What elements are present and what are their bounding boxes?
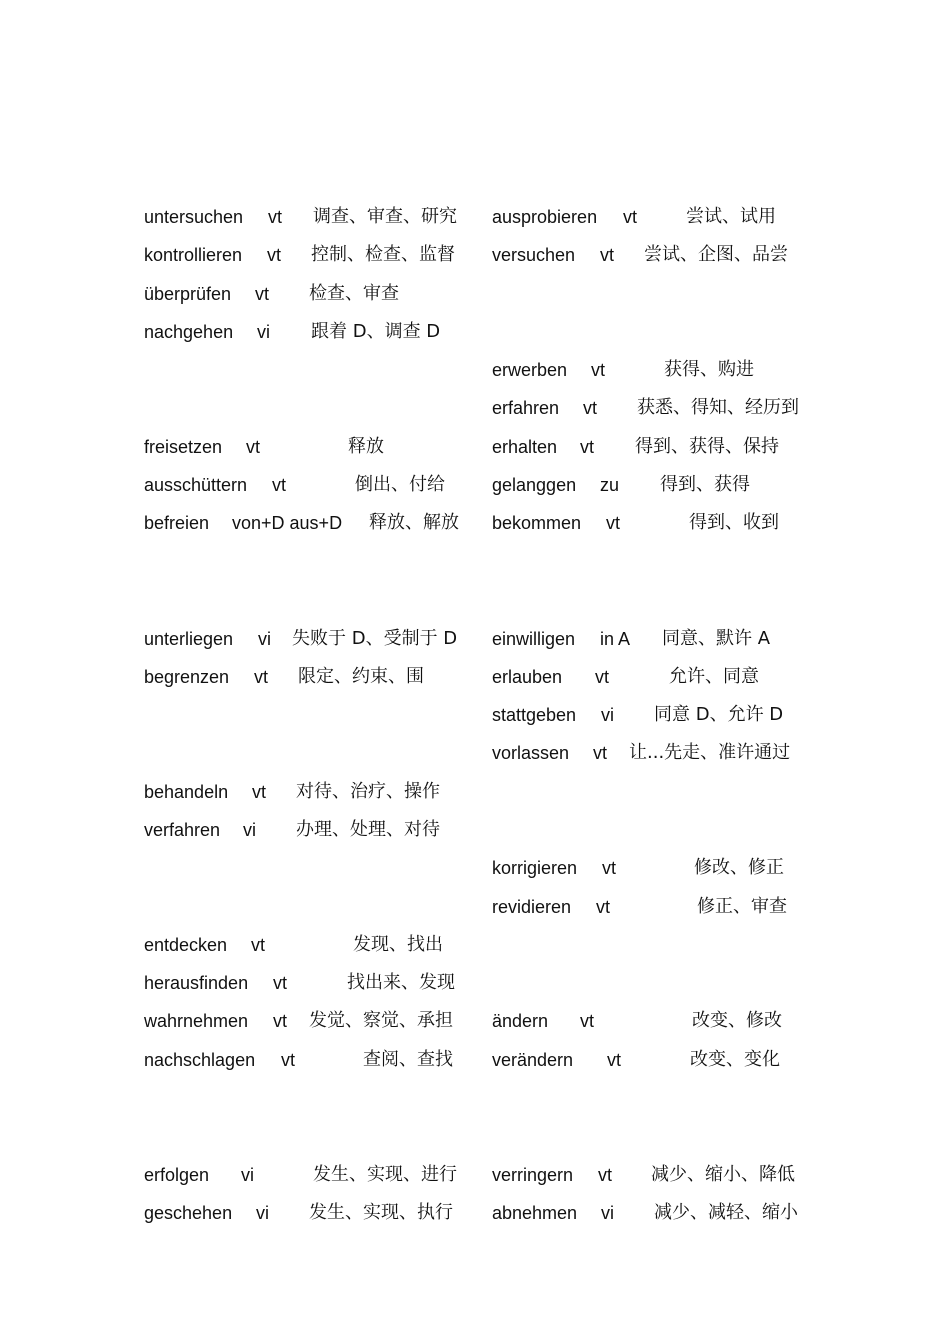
vocab-meaning: 发生、实现、执行 [309,1202,453,1223]
vocab-meaning: 获悉、得知、经历到 [637,397,799,418]
vocab-row [0,355,950,393]
vocab-part-of-speech: vt [254,667,269,687]
vocab-row [0,662,950,700]
vocab-meaning: 释放 [348,436,384,457]
vocab-word: gelanggen [492,475,577,495]
vocab-word: verändern [492,1050,574,1070]
vocab-meaning: 让...先走、准许通过 [629,742,791,763]
vocab-meaning: 改变、变化 [690,1049,780,1070]
vocab-entry-right [0,738,950,776]
vocab-word: begrenzen [144,667,230,687]
vocab-part-of-speech: vi [601,705,614,725]
vocab-part-of-speech: in A [600,629,631,649]
vocab-entry-right [0,202,950,240]
vocab-word: bekommen [492,513,582,533]
vocab-word: einwilligen [492,629,576,649]
vocab-part-of-speech: vt [272,475,287,495]
vocab-meaning: 倒出、付给 [355,474,445,495]
vocab-meaning: 改变、修改 [692,1010,782,1031]
vocab-word: versuchen [492,245,576,265]
vocab-entry-right [0,662,950,700]
vocab-meaning: 尝试、企图、品尝 [644,244,788,265]
vocab-part-of-speech: vt [623,207,638,227]
vocab-word: kontrollieren [144,245,243,265]
vocab-word: herausfinden [144,973,249,993]
vocab-meaning: 找出来、发现 [347,972,455,993]
vocab-row [0,738,950,776]
vocab-word: verringern [492,1165,574,1185]
vocab-part-of-speech: vt [246,437,261,457]
vocab-part-of-speech: vt [583,398,598,418]
vocab-row [0,1160,950,1198]
vocab-row [0,432,950,470]
vocab-entry-right [0,624,950,662]
vocab-meaning: 发生、实现、进行 [313,1164,457,1185]
vocab-part-of-speech: vi [256,1203,269,1223]
vocab-word: erwerben [492,360,568,380]
vocab-word: erfolgen [144,1165,210,1185]
vocab-word: freisetzen [144,437,223,457]
vocab-meaning: 调查、审查、研究 [313,206,457,227]
vocab-part-of-speech: zu [600,475,620,495]
vocab-part-of-speech: vt [273,973,288,993]
vocab-word: untersuchen [144,207,244,227]
vocab-entry-left [0,777,950,815]
vocab-meaning: 得到、获得、保持 [635,436,779,457]
vocab-word: unterliegen [144,629,234,649]
vocab-meaning: 跟着 D、调查 D [311,321,441,342]
vocab-meaning: 尝试、试用 [686,206,776,227]
vocab-row [0,892,950,930]
vocab-part-of-speech: vt [596,897,611,917]
vocab-word: korrigieren [492,858,578,878]
vocab-meaning: 控制、检查、监督 [311,244,455,265]
vocab-part-of-speech: vt [255,284,270,304]
vocab-part-of-speech: vt [580,437,595,457]
vocab-word: entdecken [144,935,228,955]
vocab-word: nachschlagen [144,1050,256,1070]
vocab-meaning: 获得、购进 [664,359,754,380]
vocab-entry-right [0,240,950,278]
vocab-meaning: 减少、减轻、缩小 [654,1202,798,1223]
vocab-meaning: 修改、修正 [694,857,784,878]
vocab-row [0,624,950,662]
vocab-entry-right [0,853,950,891]
vocab-meaning: 减少、缩小、降低 [651,1164,795,1185]
vocab-entry-right [0,892,950,930]
vocab-part-of-speech: vt [580,1011,595,1031]
vocab-word: verfahren [144,820,221,840]
vocab-meaning: 限定、约束、围 [298,666,424,687]
vocab-word: erlauben [492,667,563,687]
vocab-entry-right [0,432,950,470]
vocab-part-of-speech: vt [268,207,283,227]
vocab-row [0,968,950,1006]
vocab-row [0,317,950,355]
vocab-entry-right [0,1198,950,1236]
vocab-meaning: 修正、审查 [697,896,787,917]
vocab-word: ausprobieren [492,207,598,227]
vocab-part-of-speech: vi [241,1165,254,1185]
vocab-row [0,1045,950,1083]
vocab-entry-left [0,317,950,355]
vocab-part-of-speech: vt [593,743,608,763]
vocab-word: erfahren [492,398,560,418]
vocab-meaning: 发现、找出 [353,934,443,955]
vocab-part-of-speech: von+D aus+D [232,513,343,533]
vocab-row [0,470,950,508]
vocab-word: überprüfen [144,284,232,304]
vocab-entry-left [0,968,950,1006]
vocab-part-of-speech: vt [591,360,606,380]
vocab-entry-right [0,470,950,508]
vocab-meaning: 同意、默许 A [662,628,771,649]
vocab-meaning: 检查、审查 [309,283,399,304]
vocab-row [0,777,950,815]
vocab-row [0,202,950,240]
vocab-word: behandeln [144,782,229,802]
vocab-row [0,1198,950,1236]
vocab-part-of-speech: vi [257,322,270,342]
vocab-part-of-speech: vt [281,1050,296,1070]
vocab-part-of-speech: vi [601,1203,614,1223]
vocab-word: wahrnehmen [144,1011,249,1031]
vocab-part-of-speech: vt [607,1050,622,1070]
vocab-part-of-speech: vt [602,858,617,878]
vocab-word: geschehen [144,1203,233,1223]
vocab-meaning: 查阅、查找 [363,1049,453,1070]
vocab-meaning: 同意 D、允许 D [654,704,784,725]
vocab-row [0,240,950,278]
vocab-entry-right [0,393,950,431]
vocab-meaning: 失败于 D、受制于 D [292,628,458,649]
vocab-row [0,1006,950,1044]
vocab-meaning: 得到、获得 [660,474,750,495]
vocab-word: erhalten [492,437,558,457]
vocab-part-of-speech: vi [258,629,271,649]
vocab-entry-left [0,279,950,317]
vocab-entry-right [0,1006,950,1044]
vocab-meaning: 对待、治疗、操作 [296,781,440,802]
vocab-row [0,930,950,968]
vocab-row [0,508,950,546]
vocab-word: abnehmen [492,1203,578,1223]
vocab-row [0,700,950,738]
vocab-word: ausschüttern [144,475,248,495]
vocab-word: nachgehen [144,322,234,342]
vocab-part-of-speech: vt [598,1165,613,1185]
vocab-row [0,853,950,891]
vocab-row [0,393,950,431]
vocab-word: ändern [492,1011,549,1031]
vocab-part-of-speech: vt [595,667,610,687]
vocab-entry-right [0,355,950,393]
vocab-part-of-speech: vt [600,245,615,265]
vocab-meaning: 允许、同意 [669,666,759,687]
vocab-meaning: 办理、处理、对待 [296,819,440,840]
vocab-row [0,279,950,317]
vocab-word: revidieren [492,897,572,917]
vocab-part-of-speech: vi [243,820,256,840]
vocab-word: befreien [144,513,210,533]
vocab-meaning: 发觉、察觉、承担 [309,1010,453,1031]
vocab-entry-right [0,1045,950,1083]
vocab-entry-left [0,815,950,853]
vocab-entry-right [0,1160,950,1198]
vocab-part-of-speech: vt [273,1011,288,1031]
vocab-meaning: 得到、收到 [689,512,779,533]
vocab-row [0,815,950,853]
vocab-entry-right [0,508,950,546]
vocab-part-of-speech: vt [251,935,266,955]
vocab-word: vorlassen [492,743,570,763]
vocab-part-of-speech: vt [252,782,267,802]
vocab-entry-right [0,700,950,738]
vocab-entry-left [0,930,950,968]
vocab-word: stattgeben [492,705,577,725]
vocab-part-of-speech: vt [606,513,621,533]
vocab-part-of-speech: vt [267,245,282,265]
vocab-meaning: 释放、解放 [369,512,459,533]
